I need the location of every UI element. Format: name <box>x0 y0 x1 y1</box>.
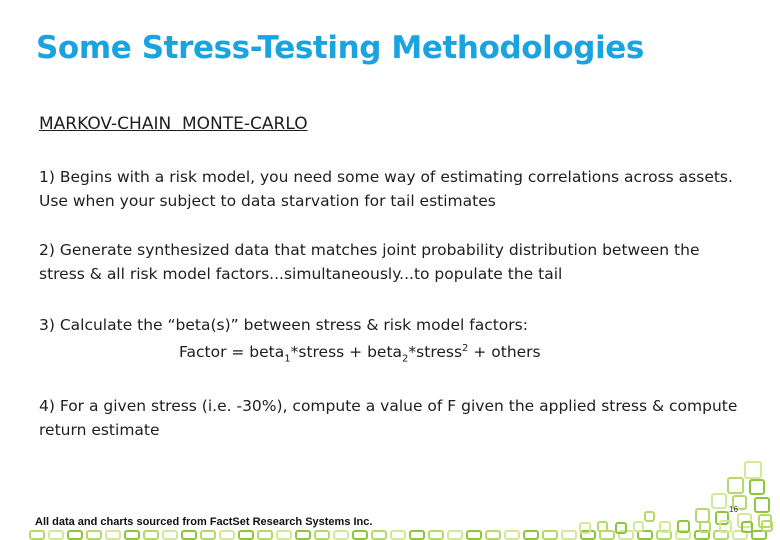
decorative-square <box>580 523 590 533</box>
decorative-square <box>448 531 462 539</box>
decorative-square <box>467 531 481 539</box>
point-3: 3) Calculate the “beta(s)” between stress & risk model factors: <box>39 316 528 334</box>
decorative-square <box>716 512 728 524</box>
decorative-square <box>645 512 654 521</box>
decorative-square <box>30 531 44 539</box>
formula-lhs: Factor = beta <box>179 343 285 362</box>
decorative-square <box>296 531 310 539</box>
decorative-square <box>239 531 253 539</box>
formula-tail: + others <box>468 343 541 362</box>
decorative-square <box>750 480 764 494</box>
decorative-square <box>634 522 643 531</box>
formula-term-2: *stress <box>408 343 463 362</box>
decorative-square <box>524 531 538 539</box>
footer-source-note: All data and charts sourced from FactSet Research Systems Inc. <box>35 516 373 528</box>
decorative-square <box>695 531 709 539</box>
decorative-square <box>163 531 177 539</box>
decorative-square <box>759 515 771 527</box>
formula-term-1: *stress + beta <box>290 343 403 362</box>
decorative-square <box>391 531 405 539</box>
decorative-square <box>505 531 519 539</box>
decorative-square <box>714 531 728 539</box>
decorative-square <box>429 531 443 539</box>
formula-sub-2: 2 <box>402 353 409 365</box>
decorative-square <box>657 531 671 539</box>
decorative-square <box>277 531 291 539</box>
decorative-square <box>201 531 215 539</box>
decorative-square <box>87 531 101 539</box>
decorative-square <box>742 522 752 532</box>
decorative-square <box>353 531 367 539</box>
decorative-square <box>486 531 500 539</box>
decorative-square <box>738 514 751 527</box>
section-heading: MARKOV-CHAIN MONTE-CARLO <box>39 114 308 134</box>
decorative-square <box>315 531 329 539</box>
point-1: 1) Begins with a risk model, you need some way of estimating correlations across assets. Use when your subject to data starvation for tail estimates <box>39 168 733 210</box>
decorative-square <box>562 531 576 539</box>
decorative-square <box>68 531 82 539</box>
beta-formula <box>179 343 541 364</box>
decorative-square <box>125 531 139 539</box>
point-2: 2) Generate synthesized data that matches joint probability distribution between the stress & all risk model factors...simultaneously...to populate the tail <box>39 241 700 283</box>
decorative-square <box>700 522 710 532</box>
decorative-square <box>619 531 633 539</box>
decorative-square <box>755 498 769 512</box>
decorative-square <box>600 531 614 539</box>
decorative-square <box>581 531 595 539</box>
decorative-square <box>638 531 652 539</box>
decorative-square <box>728 478 743 493</box>
decorative-square <box>696 509 709 522</box>
decorative-square <box>720 521 731 532</box>
decorative-square <box>678 521 689 532</box>
decorative-square <box>543 531 557 539</box>
formula-sup-2: 2 <box>462 343 469 354</box>
decorative-square <box>598 522 607 531</box>
decorative-square <box>144 531 158 539</box>
decorative-square <box>762 521 772 531</box>
point-4: 4) For a given stress (i.e. -30%), compute a value of F given the applied stress & compute return estimate <box>39 397 738 439</box>
decorative-square <box>745 462 761 478</box>
decorative-square <box>49 531 63 539</box>
decorative-square <box>372 531 386 539</box>
page-number: 16 <box>729 505 738 514</box>
decorative-square <box>712 494 726 508</box>
decorative-square <box>410 531 424 539</box>
decorative-square <box>334 531 348 539</box>
decorative-square <box>258 531 272 539</box>
formula-sub-1: 1 <box>284 353 291 365</box>
decorative-square <box>676 531 690 539</box>
decorative-square <box>660 522 670 532</box>
decorative-square <box>220 531 234 539</box>
decorative-square <box>182 531 196 539</box>
decorative-square <box>106 531 120 539</box>
page-title: Some Stress-Testing Methodologies <box>36 30 644 66</box>
decorative-square <box>616 523 626 533</box>
decorative-square <box>733 531 747 539</box>
decorative-square <box>752 531 766 539</box>
